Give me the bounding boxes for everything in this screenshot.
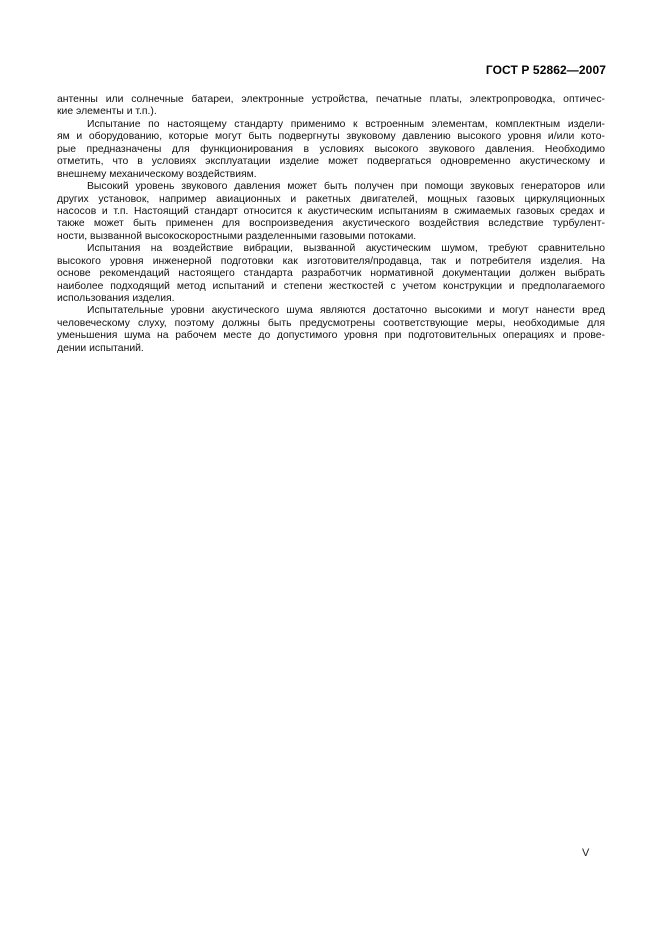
paragraph [57, 119, 605, 181]
text-line: антенны или солнечные батареи, электронные устройства, печатные платы, электропроводка, оптичес- [57, 94, 605, 105]
paragraph [57, 181, 605, 243]
text-line: Испытание по настоящему стандарту применимо к встроенным элементам, комплектным издели- [87, 118, 605, 130]
text-line: также может быть применен для воспроизведения акустического воздействия вследствие турбулент- [57, 218, 605, 230]
text-line: Испытания на воздействие вибрации, вызванной акустическим шумом, требуют сравнительно [87, 243, 605, 255]
text-line: Испытательные уровни акустического шума являются достаточно высокими и могут нанести вред [87, 305, 605, 317]
text-line: рые предназначены для функционирования в условиях высокого звукового давления. Необходимо [57, 143, 605, 155]
text-line: внешнему механическому воздействиям. [57, 168, 257, 180]
text-line: кие элементы и т.п.). [57, 106, 157, 118]
page-number: V [582, 847, 590, 859]
text-line: наиболее подходящий метод испытаний и степени жесткостей с учетом конструкции и предполагаемого [57, 280, 605, 292]
text-line: уменьшения шума на рабочем месте до допустимого уровня при подготовительных операциях и прове- [57, 330, 605, 342]
text-line: человеческому слуху, поэтому должны быть предусмотрены соответствующие меры, необходимые для [57, 317, 605, 329]
paragraph [57, 305, 605, 355]
text-line: высокого уровня инженерной подготовки как изготовителя/продавца, так и потребителя изделия. На [57, 255, 605, 267]
text-line: отметить, что в условиях эксплуатации изделие может подвергаться одновременно акустическому и [57, 156, 605, 168]
text-line: насосов и т.п. Настоящий стандарт относится к акустическим испытаниям в сжимаемых газовых средах и [57, 205, 605, 217]
text-line: дении испытаний. [57, 342, 144, 354]
paragraph [57, 94, 605, 119]
text-line: ям и оборудованию, которые могут быть подвергнуты звуковому давлению высокого уровня и/или кото- [57, 131, 605, 143]
text-line: использования изделия. [57, 293, 175, 304]
text-line: основе рекомендаций настоящего стандарта разработчик нормативной документации должен выбрать [57, 268, 605, 280]
paragraph [57, 243, 605, 305]
text-line: других установок, например авиационных и ракетных двигателей, мощных газовых циркуляционных [57, 193, 605, 205]
body-text [57, 94, 605, 355]
text-line: ности, вызванной высокоскоростными разделенными газовыми потоками. [57, 230, 417, 242]
standard-header: ГОСТ Р 52862—2007 [485, 63, 606, 77]
text-line: Высокий уровень звукового давления может быть получен при помощи звуковых генераторов или [87, 181, 605, 193]
